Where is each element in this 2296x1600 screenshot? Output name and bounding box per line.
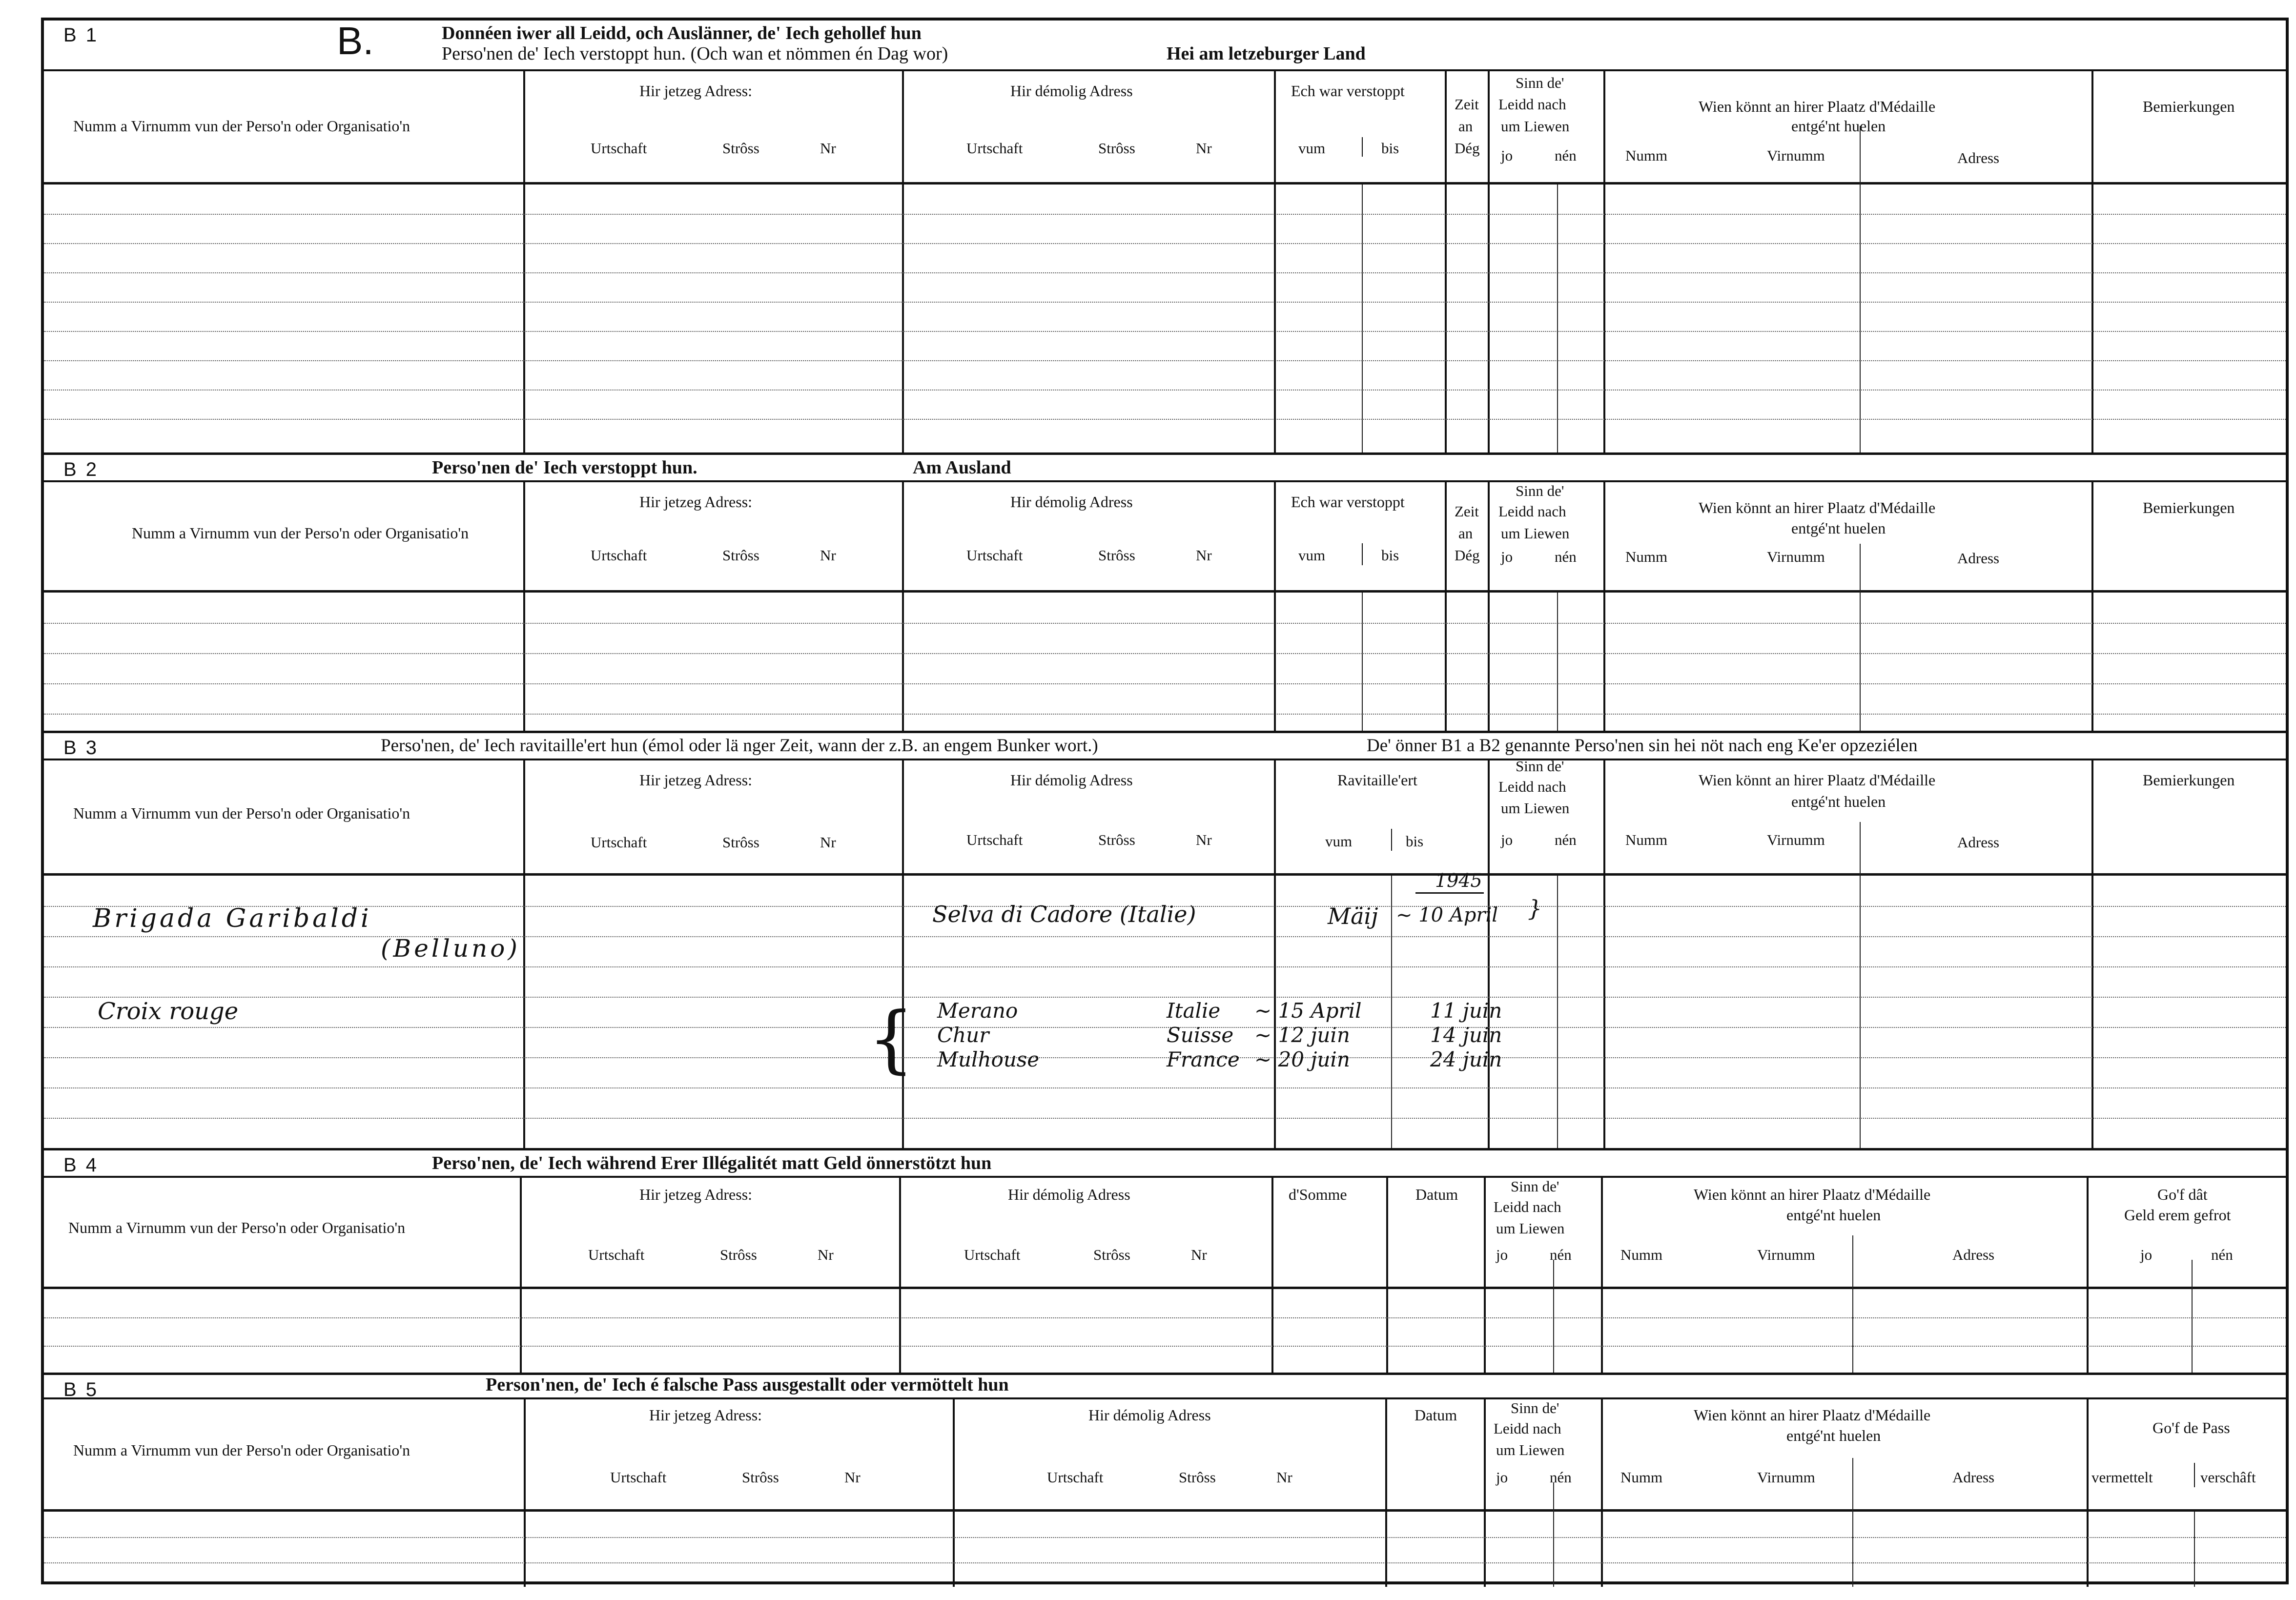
- header-alive-2: Leidd nach: [1494, 1198, 1561, 1215]
- header-current-address: Hir jetzeg Adress:: [639, 1186, 753, 1203]
- header-zeit: Zeit: [1455, 503, 1479, 520]
- header-urtschaft: Urtschaft: [966, 831, 1023, 848]
- entry-vum: ~ 12 juin: [1254, 1023, 1350, 1047]
- header-name: Numm a Virnumm vun der Perso'n oder Organisatio'n: [73, 117, 410, 135]
- header-medal-2: entgé'nt huelen: [1791, 519, 1886, 537]
- header-adress: Adress: [1957, 149, 2000, 166]
- header-stross: Strôss: [1098, 140, 1135, 157]
- header-alive-2: Leidd nach: [1494, 1420, 1561, 1437]
- section-title-right: De' önner B1 a B2 genannte Perso'nen sin hei nöt nach eng Ke'er opzeziélen: [1367, 736, 1918, 756]
- header-nen: nén: [1555, 548, 1577, 565]
- section-id: B 5: [63, 1379, 99, 1400]
- header-alive-3: um Liewen: [1501, 800, 1570, 817]
- header-current-address: Hir jetzeg Adress:: [639, 771, 753, 789]
- header-stross: Strôss: [722, 834, 759, 851]
- entry-rows: [44, 1289, 2286, 1375]
- header-adress: Adress: [1957, 550, 2000, 567]
- header-datum: Datum: [1415, 1186, 1458, 1203]
- header-alive: Sinn de': [1516, 482, 1564, 499]
- header-stross: Strôss: [742, 1469, 779, 1486]
- header-stross: Strôss: [720, 1246, 757, 1263]
- section-b5: [44, 1373, 2286, 1584]
- entry-former-address: Selva di Cadore (Italie): [932, 901, 1196, 927]
- header-medal-2: entgé'nt huelen: [1791, 793, 1886, 810]
- header-former-address: Hir démolig Adress: [1010, 771, 1133, 789]
- entry-vum: ~ 20 juin: [1254, 1047, 1350, 1071]
- entry-bis: 14 juin: [1430, 1023, 1502, 1047]
- header-zeit-an: an: [1458, 525, 1473, 542]
- header-nen: nén: [1550, 1246, 1572, 1263]
- entry-bis: ~ 10 April: [1396, 904, 1498, 926]
- header-nr: Nr: [820, 547, 836, 564]
- entry-alive-mark: }: [1528, 895, 1542, 922]
- header-jo: jo: [2140, 1246, 2152, 1263]
- header-nr: Nr: [818, 1246, 834, 1263]
- header-nen: nén: [1550, 1469, 1572, 1486]
- header-medal: Wien könnt an hirer Plaatz d'Médaille: [1699, 499, 1936, 516]
- header-medal-2: entgé'nt huelen: [1786, 1427, 1881, 1444]
- header-jo: jo: [1501, 831, 1513, 848]
- header-nr: Nr: [1276, 1469, 1292, 1486]
- header-zeit-an: an: [1458, 118, 1473, 135]
- header-nen: nén: [2211, 1246, 2233, 1263]
- header-nr: Nr: [1196, 547, 1212, 564]
- header-urtschaft: Urtschaft: [591, 834, 647, 851]
- header-vum: vum: [1325, 833, 1353, 850]
- header-vum: vum: [1298, 140, 1326, 157]
- header-name: Numm a Virnumm vun der Perso'n oder Organisatio'n: [73, 1441, 410, 1459]
- header-nen: nén: [1555, 147, 1577, 164]
- entry-name: Brigada Garibaldi: [93, 904, 372, 933]
- header-numm: Numm: [1625, 831, 1668, 848]
- section-title: Person'nen, de' Iech é falsche Pass ausgestallt oder vermöttelt hun: [486, 1374, 1009, 1395]
- entry-name: Croix rouge: [98, 998, 239, 1025]
- header-remarks: Bemierkungen: [2143, 98, 2235, 115]
- entry-rows: [44, 593, 2286, 733]
- header-medal-2: entgé'nt huelen: [1786, 1206, 1881, 1224]
- header-jo: jo: [1501, 147, 1513, 164]
- header-former-address: Hir démolig Adress: [1010, 82, 1133, 100]
- entry-vum: ~ 15 April: [1254, 999, 1362, 1023]
- header-former-address: Hir démolig Adress: [1010, 493, 1133, 511]
- header-somme: d'Somme: [1289, 1186, 1347, 1203]
- entry-bis: 24 juin: [1430, 1047, 1502, 1071]
- header-former-address: Hir démolig Adress: [1088, 1406, 1211, 1424]
- section-id: B 2: [63, 459, 99, 480]
- header-zeit-deg: Dég: [1455, 140, 1480, 157]
- header-adress: Adress: [1952, 1246, 1995, 1263]
- header-vermettelt: vermettelt: [2091, 1469, 2153, 1486]
- header-alive: Sinn de': [1511, 1178, 1559, 1195]
- header-vum: vum: [1298, 547, 1326, 564]
- header-bis: bis: [1381, 140, 1399, 157]
- header-bis: bis: [1381, 547, 1399, 564]
- section-title-2: Perso'nen de' Iech verstoppt hun. (Och wan et nömmen én Dag wor): [442, 43, 948, 64]
- header-alive: Sinn de': [1516, 758, 1564, 775]
- header-pass: Go'f de Pass: [2152, 1419, 2230, 1436]
- entry-rows: [44, 185, 2286, 452]
- header-alive-3: um Liewen: [1496, 1441, 1565, 1458]
- header-virnumm: Virnumm: [1767, 831, 1825, 848]
- entry-bis: 11 juin: [1430, 999, 1502, 1023]
- entry-rows: [44, 1512, 2286, 1587]
- column-header: [44, 1176, 2286, 1289]
- header-medal: Wien könnt an hirer Plaatz d'Médaille: [1694, 1186, 1931, 1203]
- column-header: [44, 759, 2286, 876]
- header-bis: bis: [1406, 833, 1424, 850]
- header-datum: Datum: [1414, 1406, 1457, 1424]
- entry-rows: [44, 870, 2286, 1150]
- entry-place: Merano: [937, 999, 1018, 1023]
- section-id: B 1: [63, 24, 99, 46]
- resistance-form: [41, 18, 2289, 1584]
- header-name: Numm a Virnumm vun der Perso'n oder Organisatio'n: [132, 524, 469, 542]
- entry-year: 1945: [1435, 870, 1482, 891]
- header-alive: Sinn de': [1511, 1399, 1559, 1416]
- entry-country: Suisse: [1167, 1023, 1234, 1047]
- header-jo: jo: [1501, 548, 1513, 565]
- form-letter: B.: [337, 19, 374, 62]
- header-stross: Strôss: [1093, 1246, 1130, 1263]
- header-jo: jo: [1496, 1469, 1508, 1486]
- section-title-right: Hei am letzeburger Land: [1167, 43, 1366, 64]
- header-alive-2: Leidd nach: [1498, 96, 1566, 113]
- header-nr: Nr: [1196, 140, 1212, 157]
- header-numm: Numm: [1625, 548, 1668, 565]
- header-medal: Wien könnt an hirer Plaatz d'Médaille: [1699, 771, 1936, 789]
- header-remarks: Bemierkungen: [2143, 771, 2235, 789]
- header-nr: Nr: [844, 1469, 861, 1486]
- section-title: Donnéen iwer all Leidd, och Auslänner, de' Iech gehollef hun: [442, 23, 922, 43]
- column-header: [44, 1397, 2286, 1512]
- header-gift-2: Geld erem gefrot: [2124, 1206, 2231, 1224]
- entry-name-suffix: (Belluno): [381, 934, 520, 963]
- header-urtschaft: Urtschaft: [588, 1246, 645, 1263]
- header-numm: Numm: [1625, 147, 1668, 164]
- header-alive-3: um Liewen: [1496, 1220, 1565, 1237]
- header-alive: Sinn de': [1516, 74, 1564, 91]
- header-hidden: Ech war verstoppt: [1291, 493, 1405, 511]
- header-current-address: Hir jetzeg Adress:: [639, 493, 753, 511]
- header-hidden: Ech war verstoppt: [1291, 82, 1405, 100]
- header-zeit: Zeit: [1455, 96, 1479, 113]
- header-stross: Strôss: [1098, 831, 1135, 848]
- header-name: Numm a Virnumm vun der Perso'n oder Organisatio'n: [68, 1219, 406, 1236]
- header-virnumm: Virnumm: [1767, 548, 1825, 565]
- header-medal-2: entgé'nt huelen: [1791, 117, 1886, 135]
- section-id: B 3: [63, 737, 99, 759]
- header-urtschaft: Urtschaft: [966, 140, 1023, 157]
- header-nr: Nr: [820, 140, 836, 157]
- header-ravitailleert: Ravitaille'ert: [1337, 771, 1417, 789]
- section-id: B 4: [63, 1154, 99, 1176]
- header-stross: Strôss: [722, 547, 759, 564]
- header-remarks: Bemierkungen: [2143, 499, 2235, 516]
- header-nr: Nr: [1196, 831, 1212, 848]
- column-header: [44, 69, 2286, 185]
- header-alive-2: Leidd nach: [1498, 503, 1566, 520]
- header-jo: jo: [1496, 1246, 1508, 1263]
- header-alive-3: um Liewen: [1501, 525, 1570, 542]
- header-stross: Strôss: [722, 140, 759, 157]
- header-urtschaft: Urtschaft: [964, 1246, 1021, 1263]
- header-stross: Strôss: [1179, 1469, 1216, 1486]
- header-urtschaft: Urtschaft: [966, 547, 1023, 564]
- entry-country: France: [1167, 1047, 1240, 1071]
- entry-vum: Mäij: [1328, 903, 1378, 929]
- header-nen: nén: [1555, 831, 1577, 848]
- header-nr: Nr: [1191, 1246, 1207, 1263]
- header-virnumm: Virnumm: [1757, 1469, 1815, 1486]
- section-b1: [44, 21, 2286, 452]
- header-nr: Nr: [820, 834, 836, 851]
- header-urtschaft: Urtschaft: [610, 1469, 667, 1486]
- header-urtschaft: Urtschaft: [591, 547, 647, 564]
- header-verschaft: verschâft: [2200, 1469, 2256, 1486]
- header-adress: Adress: [1957, 834, 2000, 851]
- header-medal: Wien könnt an hirer Plaatz d'Médaille: [1694, 1406, 1931, 1424]
- header-urtschaft: Urtschaft: [591, 140, 647, 157]
- header-virnumm: Virnumm: [1767, 147, 1825, 164]
- section-title-right: Am Ausland: [913, 457, 1011, 478]
- header-alive-3: um Liewen: [1501, 118, 1570, 135]
- section-b2: [44, 452, 2286, 731]
- section-title: Perso'nen de' Iech verstoppt hun.: [432, 457, 697, 478]
- header-adress: Adress: [1952, 1469, 1995, 1486]
- header-numm: Numm: [1620, 1469, 1663, 1486]
- header-current-address: Hir jetzeg Adress:: [649, 1406, 762, 1424]
- entry-place: Mulhouse: [937, 1047, 1040, 1071]
- entry-place: Chur: [937, 1023, 989, 1047]
- header-alive-2: Leidd nach: [1498, 778, 1566, 795]
- section-b4: [44, 1148, 2286, 1373]
- section-title: Perso'nen, de' Iech ravitaille'ert hun (émol oder lä nger Zeit, wann der z.B. an engem Bunker wort.): [381, 736, 1098, 756]
- header-zeit-deg: Dég: [1455, 547, 1480, 564]
- header-virnumm: Virnumm: [1757, 1246, 1815, 1263]
- section-b3: [44, 731, 2286, 1148]
- header-former-address: Hir démolig Adress: [1008, 1186, 1130, 1203]
- header-stross: Strôss: [1098, 547, 1135, 564]
- header-current-address: Hir jetzeg Adress:: [639, 82, 753, 100]
- header-medal: Wien könnt an hirer Plaatz d'Médaille: [1699, 98, 1936, 115]
- header-numm: Numm: [1620, 1246, 1663, 1263]
- header-urtschaft: Urtschaft: [1047, 1469, 1104, 1486]
- column-header: [44, 480, 2286, 593]
- entry-country: Italie: [1167, 999, 1221, 1023]
- brace-icon: {: [868, 997, 915, 1082]
- section-title: Perso'nen, de' Iech während Erer Illégalitét matt Geld önnerstötzt hun: [432, 1153, 992, 1173]
- header-name: Numm a Virnumm vun der Perso'n oder Organisatio'n: [73, 804, 410, 822]
- header-gift: Go'f dât: [2157, 1186, 2208, 1203]
